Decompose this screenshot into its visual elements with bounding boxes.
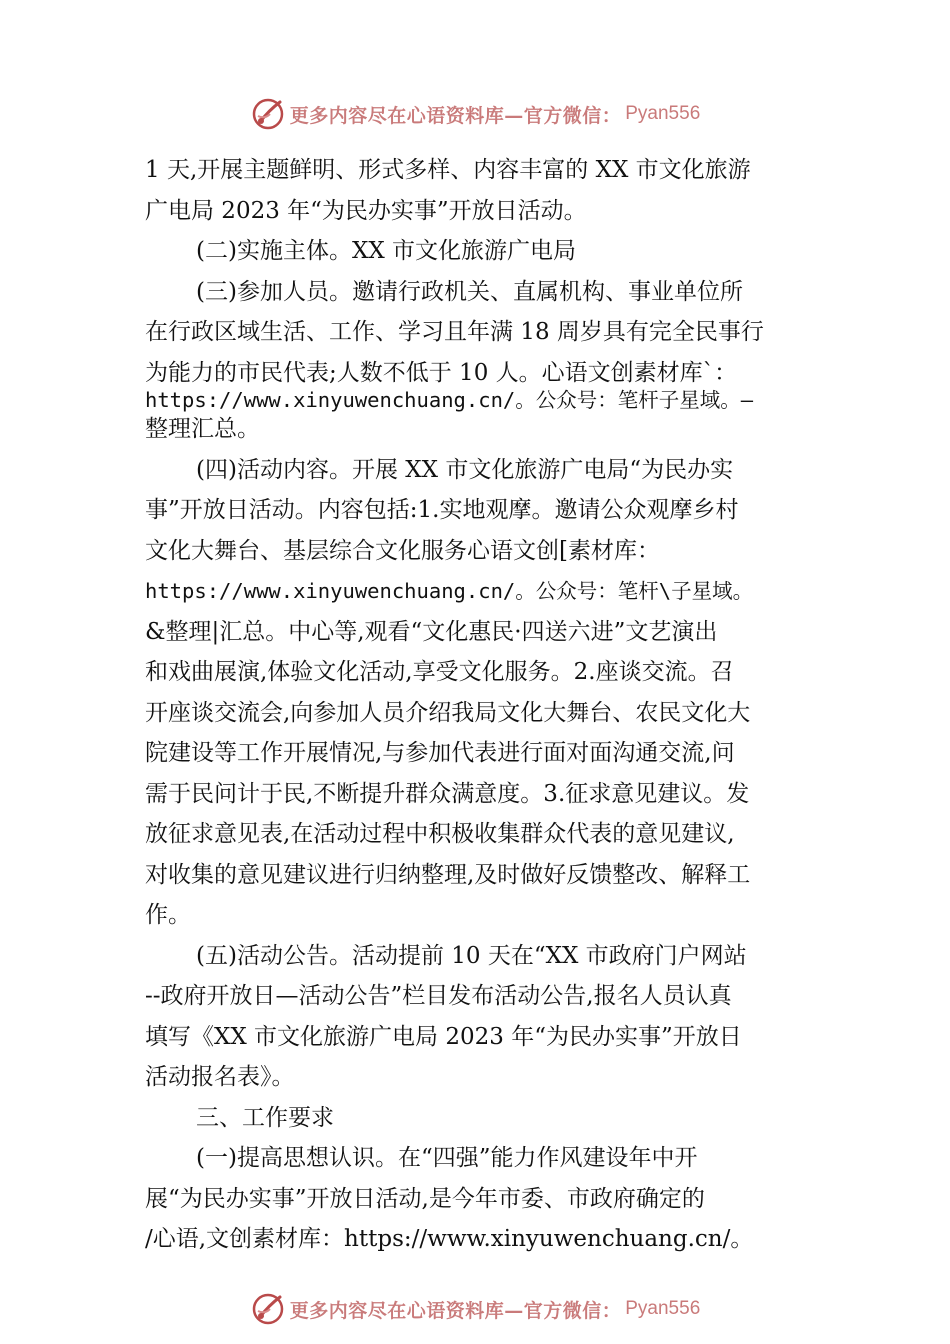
brush-logo-icon [250,1291,286,1327]
text-line: 事”开放日活动。内容包括:1.实地观摩。邀请公众观摩乡村 [145,497,739,523]
text-line: /心语,文创素材库：https://www.xinyuwenchuang.cn/。 [145,1226,754,1252]
text-line: 广电局 2023 年“为民办实事”开放日活动。 [145,197,587,224]
text-line: 院建设等工作开展情况,与参加代表进行面对面沟通交流,问 [145,740,735,766]
text-line: 对收集的意见建议进行归纳整理,及时做好反馈整改、解释工 [145,861,751,888]
text-line: 活动报名表》。 [145,1064,295,1090]
text-line: (五)活动公告。活动提前 10 天在“XX 市政府门户网站 [196,942,747,969]
text-line: 放征求意见表,在活动过程中积极收集群众代表的意见建议, [145,821,735,847]
text-line: --政府开放日—活动公告”栏目发布活动公告,报名人员认真 [145,983,732,1009]
footer-banner [0,1289,950,1329]
text-line: 作。 [145,902,191,928]
text-line: (一)提高思想认识。在“四强”能力作风建设年中开 [196,1145,698,1171]
text-line: 1 天,开展主题鲜明、形式多样、内容丰富的 XX 市文化旅游 [145,157,751,183]
text-line: 填写《XX 市文化旅游广电局 2023 年“为民办实事”开放日 [145,1023,742,1050]
text-line: 文化大舞台、基层综合文化服务心语文创[素材库： [145,537,660,564]
text-line: 在行政区域生活、工作、学习且年满 18 周岁具有完全民事行 [145,319,764,345]
text-line: https://www.xinyuwenchuang.cn/。公众号：笔杆子星域。— [145,387,754,412]
footer-banner-text: 更多内容尽在心语资料库—官方微信： [289,1299,622,1322]
text-line: (三)参加人员。邀请行政机关、直属机构、事业单位所 [196,278,743,305]
text-line: 展“为民办实事”开放日活动,是今年市委、市政府确定的 [145,1185,705,1212]
text-line: &整理|汇总。中心等,观看“文化惠民·四送六进”文艺演出 [145,618,718,645]
text-line: (四)活动内容。开展 XX 市文化旅游广电局“为民办实 [196,456,734,483]
footer-wechat-id: Pyan556 [625,1298,701,1319]
text-line: 为能力的市民代表;人数不低于 10 人。心语文创素材库`： [145,359,738,386]
document-body [145,150,825,1260]
text-line: https://www.xinyuwenchuang.cn/。公众号：笔杆\子星域。 [145,579,754,603]
text-line: 整理汇总。 [145,415,260,442]
text-line: 开座谈交流会,向参加人员介绍我局文化大舞台、农民文化大 [145,699,751,726]
header-wechat-id: Pyan556 [625,103,701,124]
header-banner-text: 更多内容尽在心语资料库—官方微信： [289,104,622,127]
text-line: 需于民问计于民,不断提升群众满意度。3.征求意见建议。发 [145,780,750,807]
brush-logo-icon [250,96,286,132]
text-line: 和戏曲展演,体验文化活动,享受文化服务。2.座谈交流。召 [145,659,734,685]
header-banner [0,94,950,134]
section-heading: 三、工作要求 [196,1104,334,1131]
text-line: (二)实施主体。XX 市文化旅游广电局 [196,238,577,264]
